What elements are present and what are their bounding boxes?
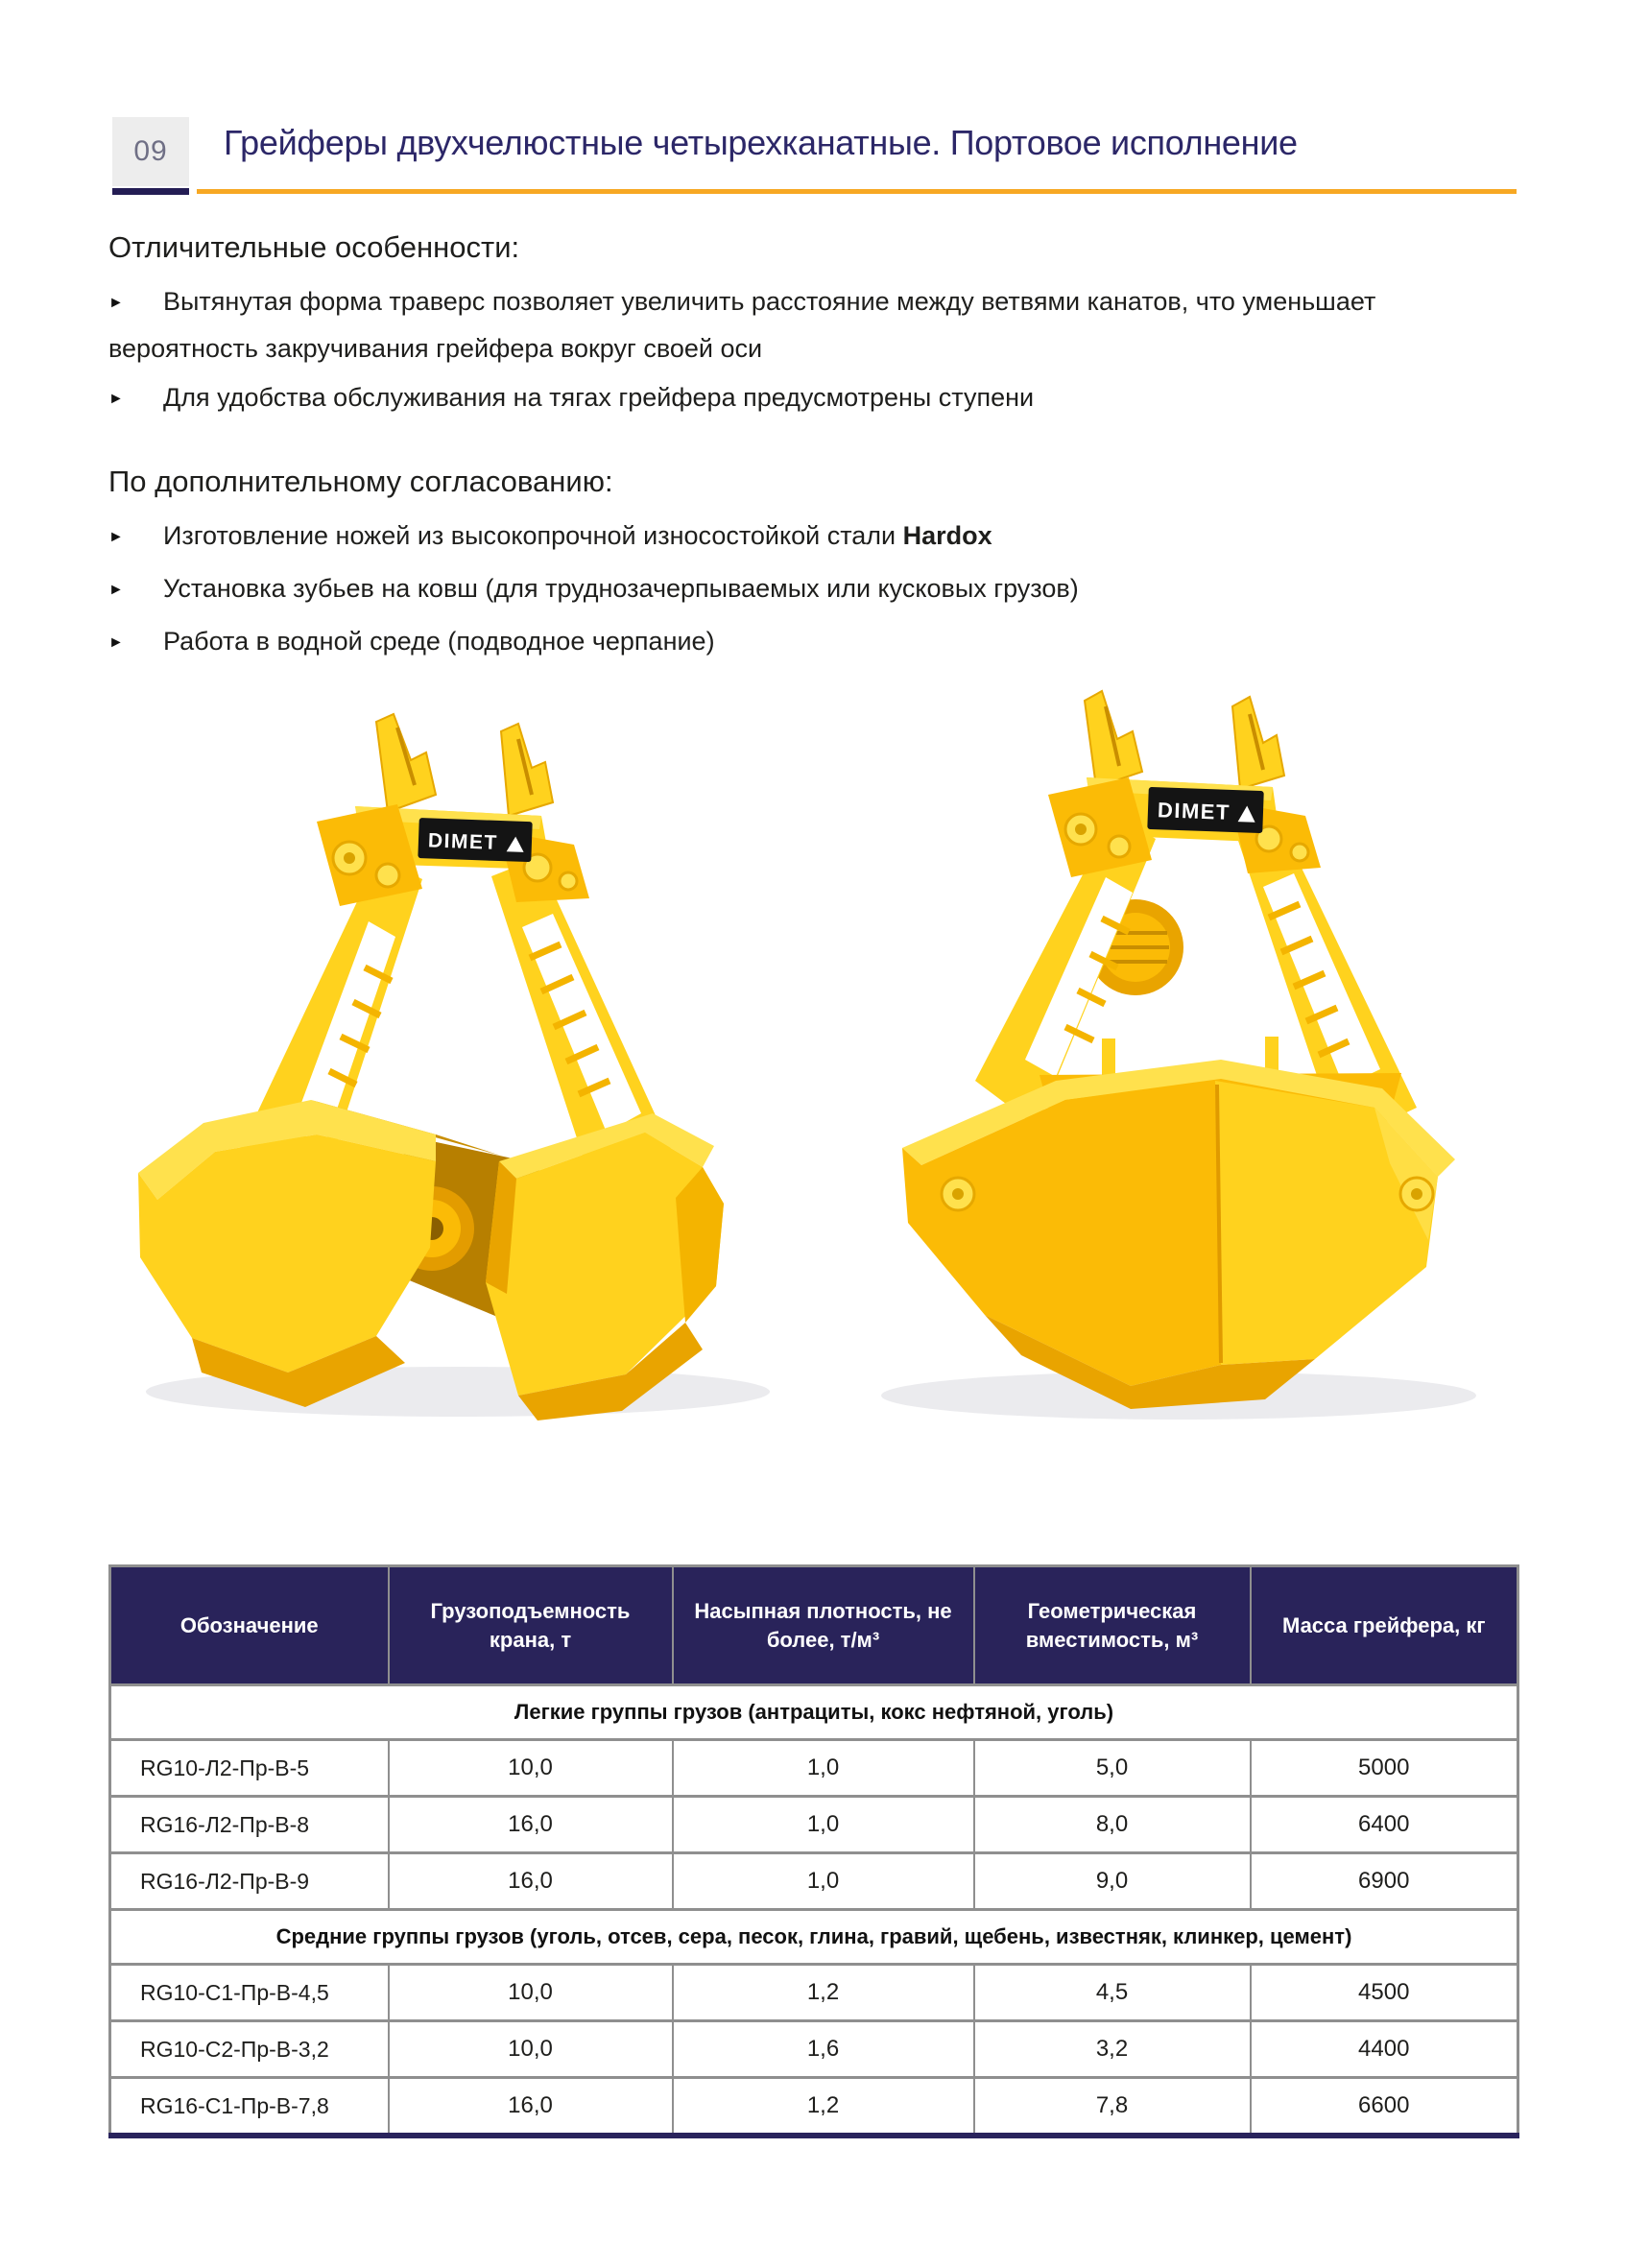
col-header-designation: Обозначение <box>110 1566 389 1685</box>
cell-density: 1,0 <box>673 1853 974 1910</box>
group-title: Средние группы грузов (уголь, отсев, сера, песок, глина, гравий, щебень, известняк, клинкер, цемент) <box>110 1910 1518 1965</box>
cell-designation: RG16-С1-Пр-В-7,8 <box>110 2078 389 2137</box>
cell-volume: 9,0 <box>974 1853 1251 1910</box>
cell-volume: 8,0 <box>974 1797 1251 1853</box>
cell-mass: 6900 <box>1251 1853 1518 1910</box>
section-features <box>108 230 1419 429</box>
list-item: ► Изготовление ножей из высокопрочной износостойкой стали Hardox <box>108 514 1419 561</box>
cell-mass: 4400 <box>1251 2021 1518 2078</box>
table-row <box>110 2021 1518 2078</box>
cell-mass: 4500 <box>1251 1965 1518 2021</box>
cell-volume: 4,5 <box>974 1965 1251 2021</box>
cell-capacity: 16,0 <box>389 2078 673 2137</box>
table-row <box>110 2078 1518 2137</box>
group-title-row <box>110 1910 1518 1965</box>
list-item: ► Для удобства обслуживания на тягах грейфера предусмотрены ступени <box>108 376 1419 423</box>
cell-designation: RG10-Л2-Пр-В-5 <box>110 1740 389 1797</box>
cell-density: 1,0 <box>673 1740 974 1797</box>
brand-label: DIMET <box>1157 798 1231 824</box>
group-title-row <box>110 1685 1518 1740</box>
brand-plate <box>418 818 532 862</box>
col-header-volume: Геометрическая вместимость, м³ <box>974 1566 1251 1685</box>
cell-mass: 6600 <box>1251 2078 1518 2137</box>
cell-volume: 5,0 <box>974 1740 1251 1797</box>
cell-designation: RG10-С1-Пр-В-4,5 <box>110 1965 389 2021</box>
col-header-mass: Масса грейфера, кг <box>1251 1566 1518 1685</box>
grab-open-illustration <box>88 660 808 1438</box>
title-underline-orange <box>197 189 1517 194</box>
grab-closed-illustration <box>814 626 1534 1432</box>
cell-density: 1,6 <box>673 2021 974 2078</box>
page-title: Грейферы двухчелюстные четырехканатные. Портовое исполнение <box>224 123 1298 162</box>
grab-open-figure <box>88 660 808 1443</box>
cell-capacity: 16,0 <box>389 1853 673 1910</box>
table-row <box>110 1797 1518 1853</box>
table-row <box>110 1965 1518 2021</box>
cell-capacity: 10,0 <box>389 1965 673 2021</box>
page-number: 09 <box>133 135 168 167</box>
features-list <box>108 280 1419 423</box>
title-underline-navy <box>112 188 189 195</box>
cell-designation: RG10-С2-Пр-В-3,2 <box>110 2021 389 2078</box>
cell-volume: 3,2 <box>974 2021 1251 2078</box>
cell-density: 1,2 <box>673 2078 974 2137</box>
list-item: ► Вытянутая форма траверс позволяет увеличить расстояние между ветвями канатов, что уменьшает вероятность закручивания грейфера вокруг своей оси <box>108 280 1419 370</box>
table-row <box>110 1740 1518 1797</box>
cell-capacity: 10,0 <box>389 2021 673 2078</box>
table-header-row <box>110 1566 1518 1685</box>
cell-capacity: 16,0 <box>389 1797 673 1853</box>
col-header-density: Насыпная плотность, не более, т/м³ <box>673 1566 974 1685</box>
section-heading: По дополнительному согласованию: <box>108 465 613 498</box>
cell-density: 1,2 <box>673 1965 974 2021</box>
cell-volume: 7,8 <box>974 2078 1251 2137</box>
cell-mass: 6400 <box>1251 1797 1518 1853</box>
col-header-capacity: Грузоподъемность крана, т <box>389 1566 673 1685</box>
specs-table <box>108 1564 1519 2138</box>
brand-label: DIMET <box>427 829 499 854</box>
cell-designation: RG16-Л2-Пр-В-9 <box>110 1853 389 1910</box>
list-item: ► Установка зубьев на ковш (для труднозачерпываемых или кусковых грузов) <box>108 567 1419 614</box>
brand-plate <box>1147 787 1263 833</box>
list-item: ► Работа в водной среде (подводное черпание) <box>108 620 1419 667</box>
section-heading: Отличительные особенности: <box>108 230 520 264</box>
group-title: Легкие группы грузов (антрациты, кокс нефтяной, уголь) <box>110 1685 1518 1740</box>
grab-closed-figure <box>814 626 1534 1437</box>
cell-designation: RG16-Л2-Пр-В-8 <box>110 1797 389 1853</box>
cell-capacity: 10,0 <box>389 1740 673 1797</box>
cell-density: 1,0 <box>673 1797 974 1853</box>
cell-mass: 5000 <box>1251 1740 1518 1797</box>
table-row <box>110 1853 1518 1910</box>
page-number-badge <box>112 117 189 186</box>
